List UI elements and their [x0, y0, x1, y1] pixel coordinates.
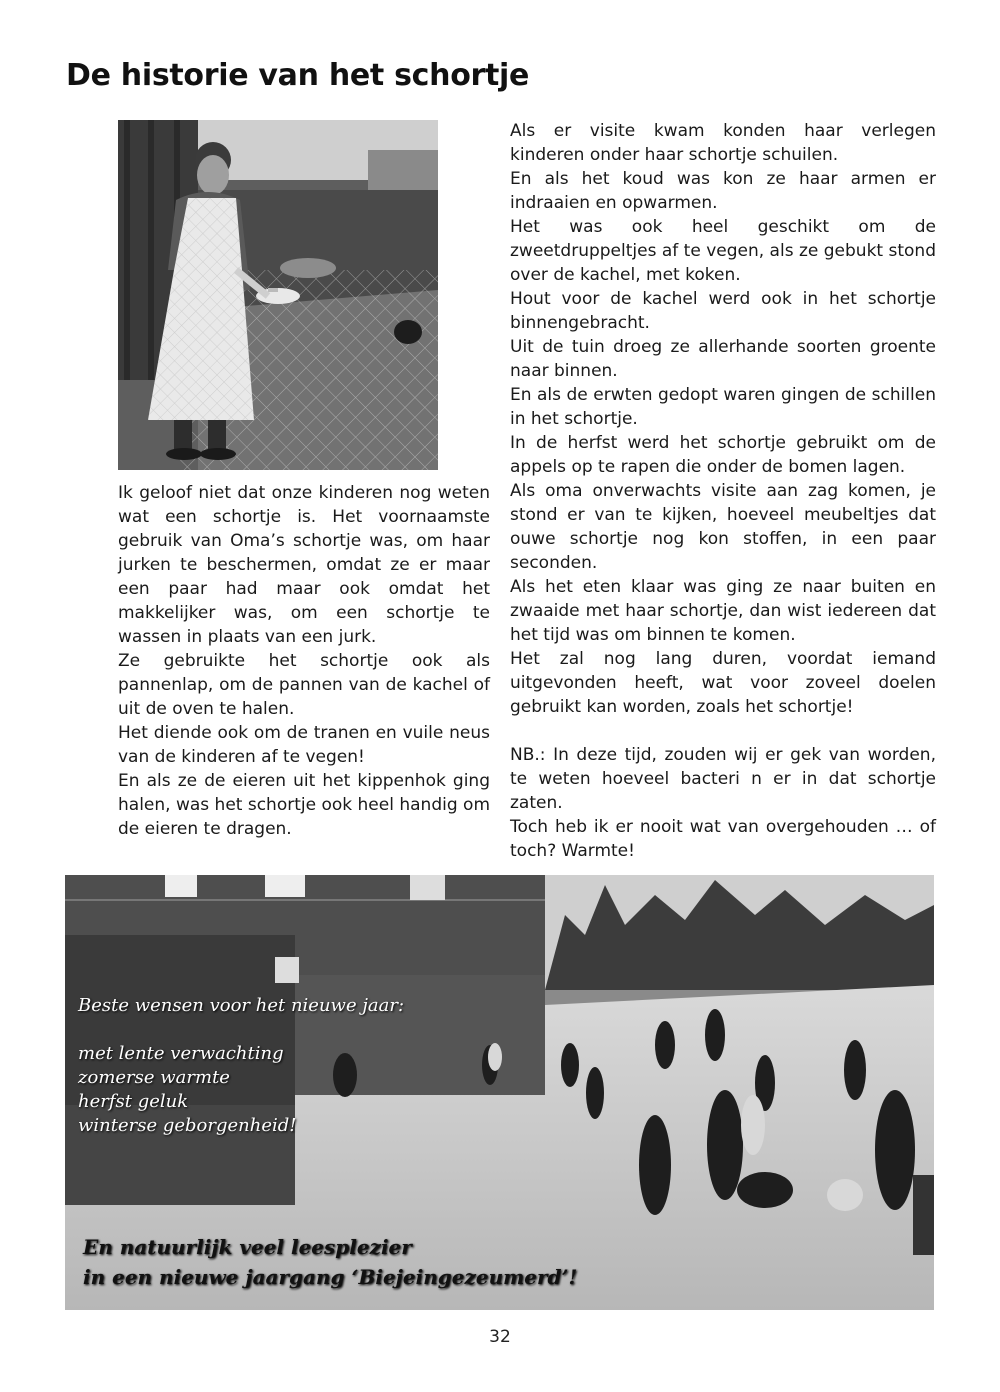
- article-title: De historie van het schortje: [66, 58, 530, 93]
- paragraph: Hout voor de kachel werd ook in het schortje binnengebracht.: [510, 289, 936, 333]
- article-left-column: [118, 481, 490, 841]
- note-paragraph: NB.: In deze tijd, zouden wij er gek van worden, te weten hoeveel bacteri n er in dat schortje zaten.: [510, 745, 936, 813]
- greeting-line: winterse geborgenheid!: [78, 1115, 297, 1136]
- paragraph: Als oma onverwachts visite aan zag komen, je stond er van te kijken, hoeveel meubeltjes dat ouwe schortje nog kon stoffen, in een paar seconden.: [510, 481, 936, 573]
- paragraph: Het diende ook om de tranen en vuile neus van de kinderen af te vegen!: [118, 723, 490, 767]
- note-paragraph: Toch heb ik er nooit wat van overgehouden … of toch? Warmte!: [510, 817, 936, 861]
- new-year-greeting: [65, 875, 934, 1310]
- paragraph: Uit de tuin droeg ze allerhande soorten groente naar binnen.: [510, 337, 936, 381]
- greeting-line: Beste wensen voor het nieuwe jaar:: [78, 995, 405, 1016]
- greeting-line: in een nieuwe jaargang ‘Biejeingezeumerd’!: [83, 1265, 578, 1289]
- paragraph: Ik geloof niet dat onze kinderen nog weten wat een schortje is. Het voornaamste gebruik van Oma’s schortje was, om haar jurken te beschermen, omdat ze er maar een paar had maar ook omdat het makkelijker was, om een schortje te wassen in plaats van een jurk.: [118, 483, 490, 647]
- article-right-column: [510, 119, 936, 863]
- greeting-line: herfst geluk: [78, 1091, 189, 1112]
- paragraph-spacer: [510, 719, 936, 743]
- greeting-line: En natuurlijk veel leesplezier: [83, 1235, 412, 1259]
- grandmother-apron-photo: [118, 120, 438, 470]
- paragraph: En als het koud was kon ze haar armen er indraaien en opwarmen.: [510, 169, 936, 213]
- paragraph: En als de erwten gedopt waren gingen de schillen in het schortje.: [510, 385, 936, 429]
- paragraph: Als er visite kwam konden haar verlegen kinderen onder haar schortje schuilen.: [510, 121, 936, 165]
- grandmother-photo-image: [118, 120, 438, 470]
- paragraph: En als ze de eieren uit het kippenhok ging halen, was het schortje ook heel handig om de eieren te dragen.: [118, 771, 490, 839]
- paragraph: In de herfst werd het schortje gebruikt om de appels op te rapen die onder de bomen lagen.: [510, 433, 936, 477]
- paragraph: Het was ook heel geschikt om de zweetdruppeltjes af te vegen, als ze gebukt stond over de kachel, met koken.: [510, 217, 936, 285]
- paragraph: Het zal nog lang duren, voordat iemand uitgevonden heeft, wat voor zoveel doelen gebruikt kan worden, zoals het schortje!: [510, 649, 936, 717]
- ice-skating-photo: [65, 875, 934, 1310]
- greeting-line: met lente verwachting: [78, 1043, 284, 1064]
- paragraph: Ze gebruikte het schortje ook als pannenlap, om de pannen van de kachel of uit de oven te halen.: [118, 651, 490, 719]
- page-number: 32: [489, 1327, 511, 1347]
- greeting-line: zomerse warmte: [78, 1067, 230, 1088]
- paragraph: Als het eten klaar was ging ze naar buiten en zwaaide met haar schortje, dan wist iedereen dat het tijd was om binnen te komen.: [510, 577, 936, 645]
